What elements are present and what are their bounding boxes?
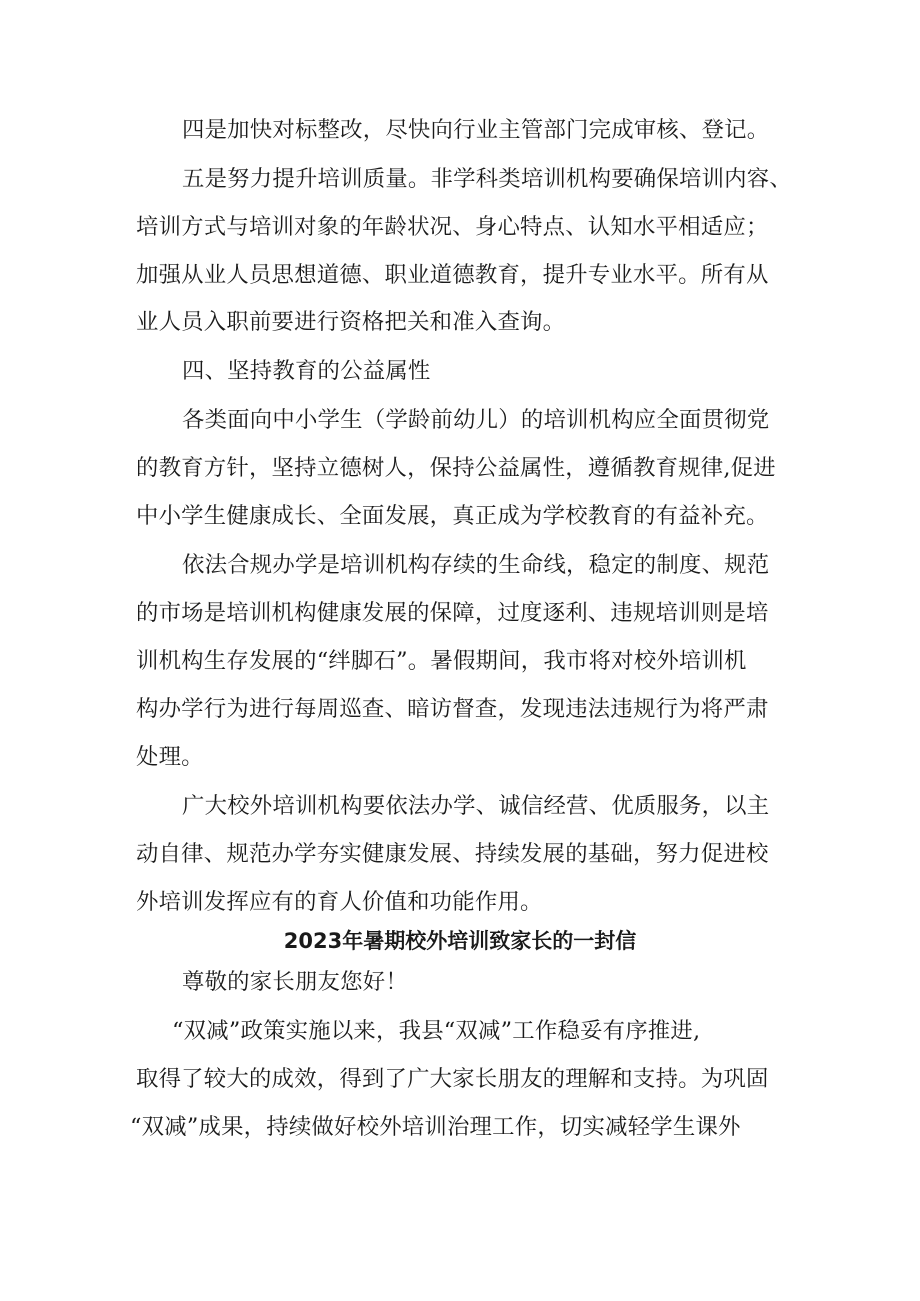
paragraph-line: 加强从业人员思想道德、职业道德教育，提升专业水平。所有从 [136,262,769,288]
paragraph-line: 业人员入职前要进行资格把关和准入查询。 [136,309,566,335]
paragraph-line: 中小学生健康成长、全面发展，真正成为学校教育的有益补充。 [136,503,769,529]
letter-title: 2023年暑期校外培训致家长的一封信 [283,929,637,953]
paragraph-line: 的市场是培训机构健康发展的保障，过度逐利、违规培训则是培 [136,600,769,626]
paragraph-line: 动自律、规范办学夯实健康发展、持续发展的基础，努力促进校 [136,841,769,867]
paragraph-line: 构办学行为进行每周巡查、暗访督查，发现违法违规行为将严肃 [136,696,769,722]
section-heading: 四、坚持教育的公益属性 [182,358,431,384]
paragraph-line: 的教育方针，坚持立德树人，保持公益属性，遵循教育规律,促进 [136,455,776,481]
letter-line: 取得了较大的成效，得到了广大家长朋友的理解和支持。为巩固 [136,1066,769,1092]
letter-salutation: 尊敬的家长朋友您好！ [182,969,408,995]
paragraph-line: 依法合规办学是培训机构存续的生命线，稳定的制度、规范 [182,552,770,578]
paragraph-line: 训机构生存发展的“绊脚石”。暑假期间，我市将对校外培训机 [136,648,747,674]
paragraph-line: 各类面向中小学生（学龄前幼儿）的培训机构应全面贯彻党 [182,407,770,433]
letter-line: “双减”政策实施以来，我县“双减”工作稳妥有序推进, [172,1018,701,1044]
paragraph-line: 五是努力提升培训质量。非学科类培训机构要确保培训内容、 [182,166,792,192]
paragraph-line: 处理。 [136,744,204,770]
letter-line: “双减”成果，持续做好校外培训治理工作，切实减轻学生课外 [130,1114,741,1140]
paragraph-line: 外培训发挥应有的育人价值和功能作用。 [136,889,543,915]
paragraph-line: 四是加快对标整改，尽快向行业主管部门完成审核、登记。 [182,117,770,143]
paragraph-line: 广大校外培训机构要依法办学、诚信经营、优质服务，以主 [182,793,770,819]
paragraph-line: 培训方式与培训对象的年龄状况、身心特点、认知水平相适应； [136,214,769,240]
